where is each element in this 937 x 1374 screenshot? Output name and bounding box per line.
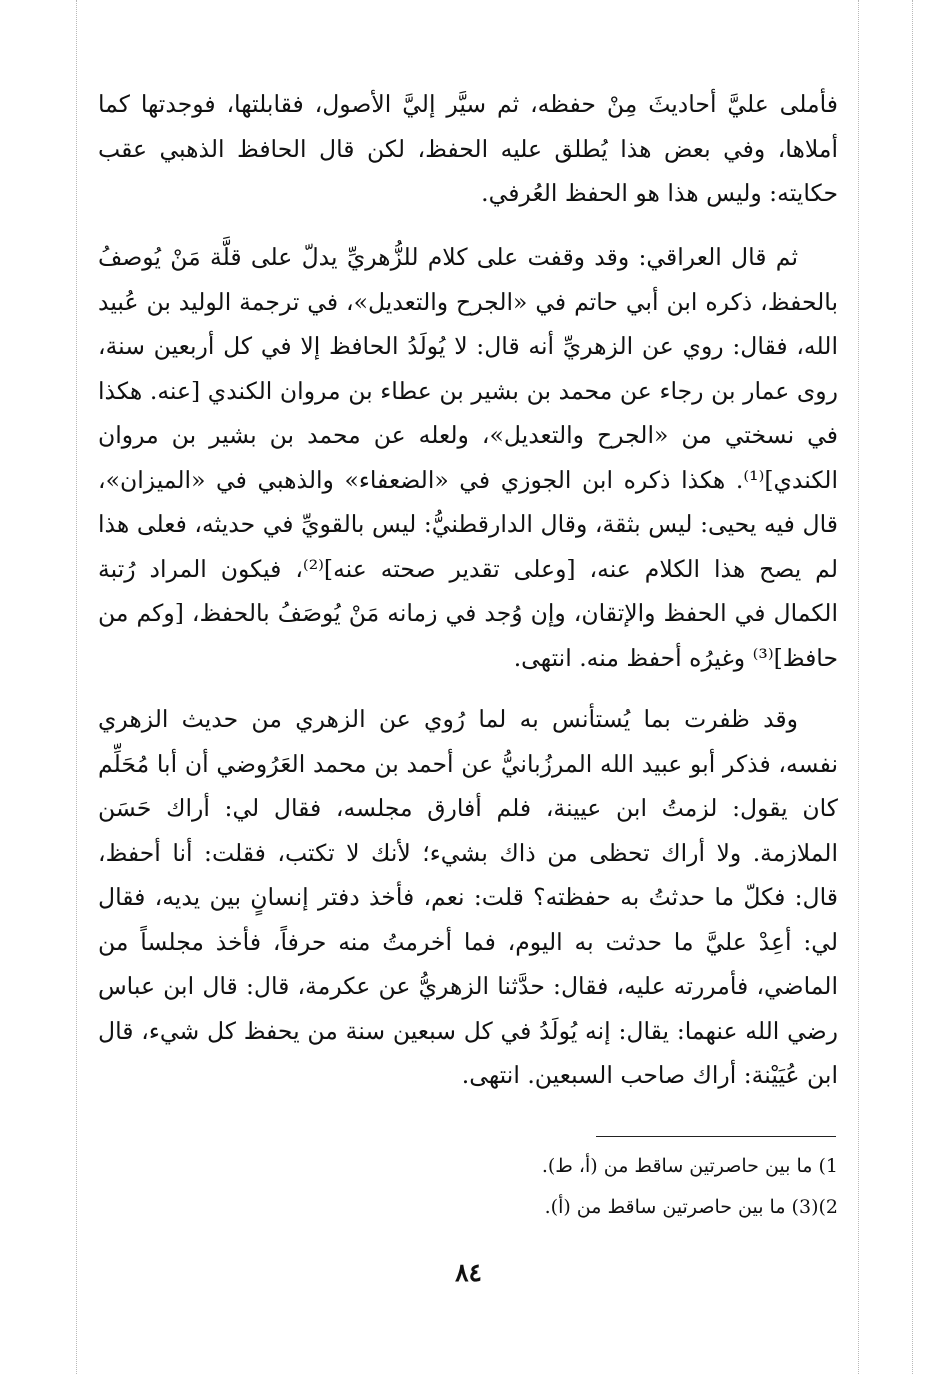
- footnote-2: 2)(3) ما بين حاصرتين ساقط من (أ).: [544, 1196, 838, 1218]
- margin-guide-line: [76, 0, 77, 1374]
- paragraph-2: ثم قال العراقي: وقد وقفت على كلام للزُّهريِّ يدلّ على قلَّة مَنْ يُوصفُ بالحفظ، ذكره ابن أبي حاتم في «الجرح والتعديل»، في ترجمة الوليد بن عُبيد الله، فقال: روي عن الزهريِّ أنه قال: لا يُولَدُ الحافظ إلا في كل أربعين سنة، روى عمار بن رجاء عن محمد بن بشير بن عطاء بن مروان الكندي [عنه. هكذا في نسختي من «الجرح والتعديل»، ولعله عن محمد بن بشير بن مروان الكندي]⁽¹⁾. هكذا ذكره ابن الجوزي في «الضعفاء» والذهبي في «الميزان»، قال فيه يحيى: ليس بثقة، وقال الدارقطنيُّ: ليس بالقويِّ في حديثه، فعلى هذا لم يصح هذا الكلام عنه، [وعلى تقدير صحته عنه]⁽²⁾، فيكون المراد رُتبة الكمال في الحفظ والإتقان، وإن وُجد في زمانه مَنْ يُوصَفُ بالحفظ، [وكم من حافظ]⁽³⁾ وغيرُه أحفظ منه. انتهى.: [98, 243, 838, 672]
- footnote-separator: [596, 1136, 836, 1137]
- margin-guide-line: [858, 0, 859, 1374]
- footnote-1: 1) ما بين حاصرتين ساقط من (أ، ط).: [541, 1155, 838, 1177]
- paragraph-3: وقد ظفرت بما يُستأنس به لما رُوي عن الزهري من حديث الزهري نفسه، فذكر أبو عبيد الله المرزُبانيُّ عن أحمد بن محمد العَرُوضي أن أبا مُحَلِّم كان يقول: لزمتُ ابن عيينة، فلم أفارق مجلسه، فقال لي: أراك حَسَن الملازمة. ولا أراك تحظى من ذاك بشيء؛ لأنك لا تكتب، فقلت: أنا أحفظ، قال: فكلّ ما حدثتُ به حفظته؟ قلت: نعم، فأخذ دفتر إنسانٍ بين يديه، فقال لي: أعِدْ عليَّ ما حدثت به اليوم، فما أخرمتُ منه حرفاً، فأخذ مجلساً من الماضي، فأمررته عليه، فقال: حدَّثنا الزهريُّ عن عكرمة، قال: قال ابن عباس رضي الله عنهما: يقال: إنه يُولَدُ في كل سبعين سنة من يحفظ كل شيء، قال ابن عُيَيْنة: أراك صاحب السبعين. انتهى.: [98, 705, 838, 1089]
- margin-guide-line: [912, 0, 913, 1374]
- paragraph-1: فأملى عليَّ أحاديثَ مِنْ حفظه، ثم سيَّر إليَّ الأصول، فقابلتها، فوجدتها كما أملاها، وفي بعض هذا يُطلق عليه الحفظ، لكن قال الحافظ الذهبي عقب حكايته: وليس هذا هو الحفظ العُرفي.: [98, 90, 838, 207]
- page-number: ٨٤: [455, 1258, 482, 1287]
